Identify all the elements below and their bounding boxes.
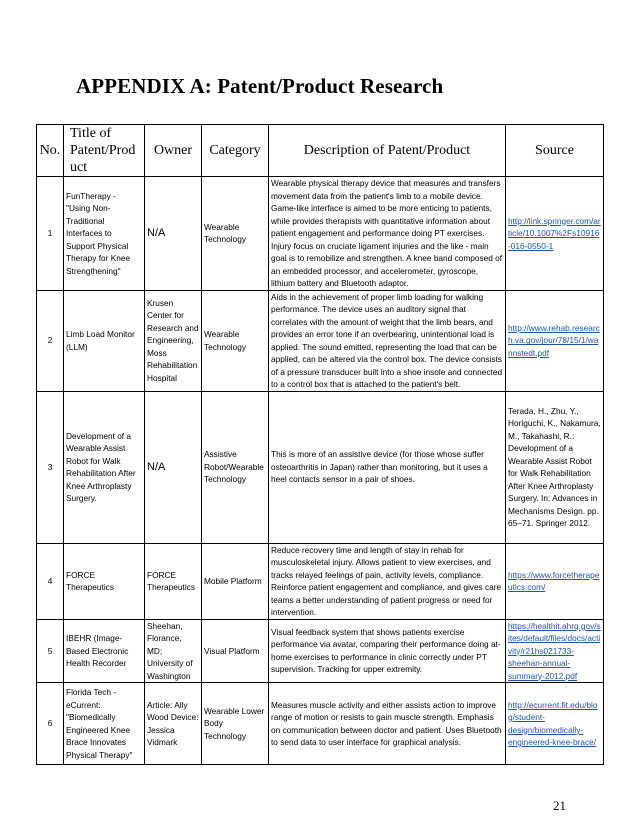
- row-number: 2: [37, 290, 64, 391]
- row-owner: Article: Ally Wood Device: Jessica Vidmark: [145, 683, 202, 765]
- header-no: No.: [37, 125, 64, 177]
- row-owner: Sheehan, Florance, MD; University of Washington: [145, 619, 202, 683]
- row-description: Wearable physical therapy device that measures and transfers movement data from the patient's limb to a mobile device. Game-like interface is aimed to be more enticing to patients, while provides therapists with quantitative information about patient engagement and performance doing PT exercises. Injury focus on cruciate ligament injuries and the like - main goal is to remobilize and strengthen. A knee band composed of an embedded processor, and accelerometer, gyroscope, lithium battery and Bluetooth adaptor.: [269, 177, 506, 291]
- row-source: Terada, H., Zhu, Y., Horiguchi, K., Nakamura, M., Takahashi, R.: Development of a Wearable Assist Robot for Walk Rehabilitation After Knee Arthroplasty Surgery. In: Advances in Mechanisms Design. pp. 65–71. Springer 2012.: [506, 391, 604, 543]
- row-owner: FORCE Therapeutics: [145, 543, 202, 619]
- header-source: Source: [506, 125, 604, 177]
- row-category: Wearable Technology: [202, 290, 269, 391]
- row-owner: N/A: [145, 391, 202, 543]
- row-title: Florida Tech - eCurrent: "Biomedically Engineered Knee Brace Innovates Physical Therapy": [64, 683, 145, 765]
- row-description: Visual feedback system that shows patients exercise performance via avatar, comparing their performance doing at-home exercises to performance in clinic correctly under PT supervision. Tracking for upper extremity.: [269, 619, 506, 683]
- row-title: IBEHR (Image-Based Electronic Health Recorder: [64, 619, 145, 683]
- row-number: 5: [37, 619, 64, 683]
- row-title: Development of a Wearable Assist Robot for Walk Rehabilitation After Knee Arthroplasty Surgery.: [64, 391, 145, 543]
- row-description: This is more of an assistive device (for those whose suffer osteoarthritis in Japan) rather than monitoring, but it uses a heel contacts sensor in a pair of shoes.: [269, 391, 506, 543]
- row-owner: Krusen Center for Research and Engineering, Moss Rehabilitation Hospital: [145, 290, 202, 391]
- row-number: 6: [37, 683, 64, 765]
- row-source-link[interactable]: http://ecurrent.fit.edu/blog/student-design/biomedically-engineered-knee-brace/: [506, 683, 604, 765]
- table-row: [37, 290, 604, 391]
- row-description: Measures muscle activity and either assists action to improve range of motion or resists to gain muscle strength. Emphasis on communication between doctor and patient. Uses Bluetooth to send data to user interface for graphical analysis.: [269, 683, 506, 765]
- table-row: [37, 177, 604, 291]
- table-row: [37, 391, 604, 543]
- row-owner: N/A: [145, 177, 202, 291]
- patent-product-table: [36, 124, 604, 765]
- row-description: Aids in the achievement of proper limb loading for walking performance. The device uses an auditory signal that correlates with the amount of weight that the limb bears, and provides an error tone if an overbearing, unintentional load is applied. The sound emitted, representing the load that can be applied, can be altered via the control box. The device consists of a pressure transducer built into a shoe insole and connected to a control box that is attached to the patient's belt.: [269, 290, 506, 391]
- table-header-row: [37, 125, 604, 177]
- row-category: Visual Platform: [202, 619, 269, 683]
- row-number: 1: [37, 177, 64, 291]
- row-number: 4: [37, 543, 64, 619]
- row-title: FunTherapy - "Using Non-Traditional Interfaces to Support Physical Therapy for Knee Strengthening": [64, 177, 145, 291]
- row-category: Wearable Lower Body Technology: [202, 683, 269, 765]
- row-source-link[interactable]: https://www.forcetherapeutics.com/: [506, 543, 604, 619]
- table-row: [37, 619, 604, 683]
- page-number: 21: [553, 798, 566, 813]
- header-owner: Owner: [145, 125, 202, 177]
- header-category: Category: [202, 125, 269, 177]
- row-title: FORCE Therapeutics: [64, 543, 145, 619]
- table-row: [37, 543, 604, 619]
- row-category: Mobile Platform: [202, 543, 269, 619]
- row-source-link[interactable]: http://www.rehab.research.va.gov/jour/78/15/1/wannstedt.pdf: [506, 290, 604, 391]
- row-title: Limb Load Monitor (LLM): [64, 290, 145, 391]
- header-title: Title of Patent/Product: [64, 125, 145, 177]
- page-title: APPENDIX A: Patent/Product Research: [76, 74, 444, 98]
- row-source-link[interactable]: http://link.springer.com/article/10.1007%2Fs10916-016-0550-1: [506, 177, 604, 291]
- row-description: Reduce recovery time and length of stay in rehab for musculoskeletal injury. Allows patient to view exercises, and tracks relayed feelings of pain, activity levels, compliance. Reinforce patient engagement and compliance, and gives care teams a better understanding of patient progress or need for intervention.: [269, 543, 506, 619]
- table-row: [37, 683, 604, 765]
- row-source-link[interactable]: https://healthit.ahrq.gov/sites/default/files/docs/activity/r21hs021733-sheehan-annual-summary-2012.pdf: [506, 619, 604, 683]
- header-description: Description of Patent/Product: [269, 125, 506, 177]
- row-number: 3: [37, 391, 64, 543]
- row-category: Wearable Technology: [202, 177, 269, 291]
- row-category: Assistive Robot/Wearable Technology: [202, 391, 269, 543]
